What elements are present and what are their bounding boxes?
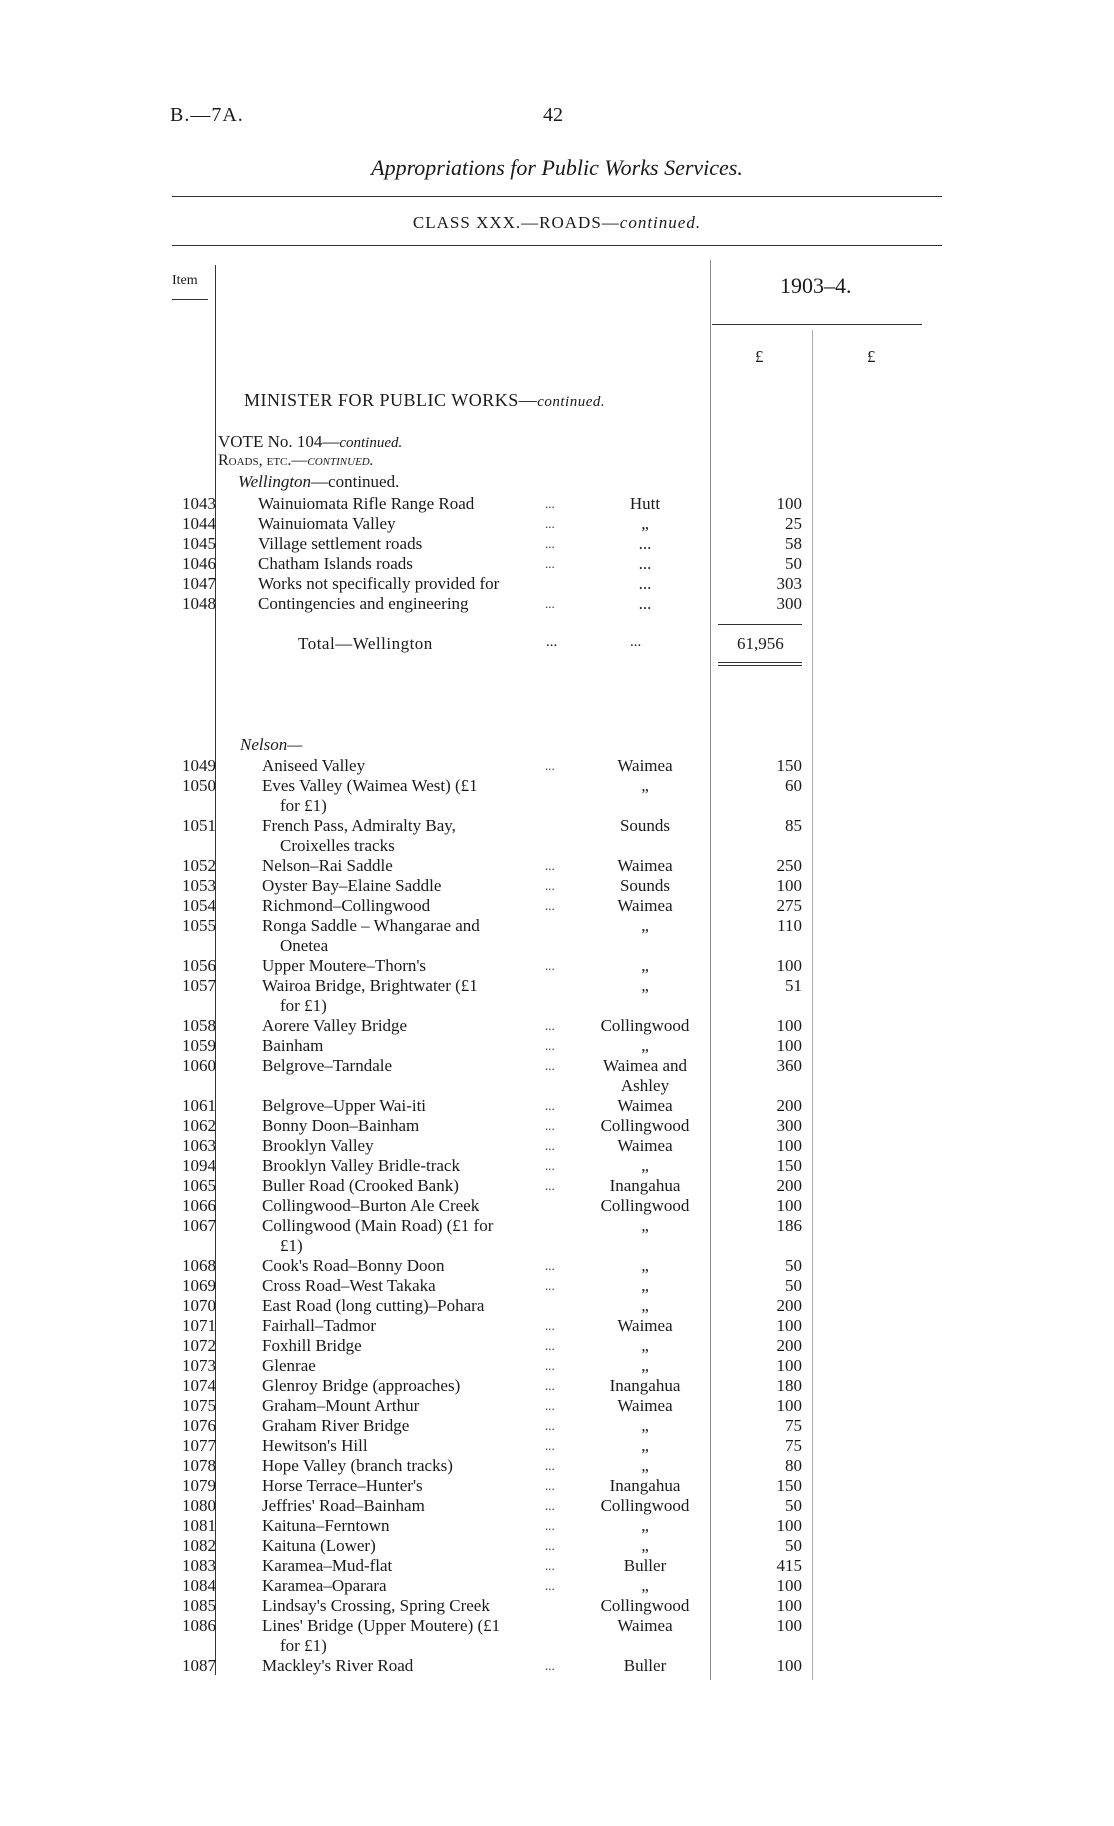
item-number: 1045: [182, 534, 216, 553]
district: „: [641, 1516, 649, 1535]
amount: 50: [785, 1276, 802, 1295]
district: „: [641, 1296, 649, 1315]
district: Waimea: [617, 896, 673, 915]
amount: 100: [776, 494, 802, 513]
district: Buller: [623, 1556, 667, 1575]
table-row: [0, 856, 1114, 876]
table-row: [0, 816, 1114, 855]
amount: 360: [776, 1056, 802, 1075]
leader-dots: ...: [545, 1338, 555, 1353]
amount: 75: [785, 1416, 802, 1435]
wellington-heading: Wellington—continued.: [238, 472, 400, 491]
leader-dots: ...: [545, 1378, 555, 1393]
district: Waimea: [617, 1396, 673, 1415]
year-column-header: 1903–4.: [780, 273, 852, 298]
total-double-rule: [718, 665, 802, 666]
roads-heading: Roads, etc.—continued.: [218, 452, 374, 469]
page-number: 42: [543, 104, 563, 126]
vote-heading: VOTE No. 104—continued.: [218, 432, 403, 451]
page-title: Appropriations for Public Works Services.: [371, 155, 743, 180]
total-double-rule: [718, 662, 802, 663]
item-number: 1051: [182, 816, 216, 835]
amount: 100: [776, 1656, 802, 1675]
table-row: [0, 1156, 1114, 1176]
work-name: Karamea–Mud-flat: [262, 1556, 393, 1575]
table-row: [0, 574, 1114, 594]
work-name: Ronga Saddle – Whangarae and: [262, 916, 480, 935]
table-row: [0, 1416, 1114, 1436]
leader-dots: ...: [545, 1358, 555, 1373]
leader-dots: ...: [545, 1158, 555, 1173]
work-name-continued: £1): [280, 1236, 303, 1255]
leader-dots: ...: [545, 1658, 555, 1673]
district: „: [641, 1156, 649, 1175]
work-name: Nelson–Rai Saddle: [262, 856, 393, 875]
table-row: [0, 1036, 1114, 1056]
table-row: [0, 594, 1114, 614]
item-number: 1075: [182, 1396, 216, 1415]
item-number: 1067: [182, 1216, 216, 1235]
work-name: Wainuiomata Rifle Range Road: [258, 494, 475, 513]
leader-dots: ...: [545, 516, 555, 531]
leader-dots: ...: [545, 1558, 555, 1573]
leader-dots: ...: [630, 634, 642, 650]
district: „: [641, 776, 649, 795]
leader-dots: ...: [545, 1038, 555, 1053]
amount: 50: [785, 1256, 802, 1275]
item-number: 1065: [182, 1176, 216, 1195]
leader-dots: ...: [545, 1478, 555, 1493]
amount: 200: [776, 1096, 802, 1115]
district: „: [641, 1456, 649, 1475]
item-number: 1074: [182, 1376, 216, 1395]
currency-symbol: £: [867, 347, 876, 366]
work-name: French Pass, Admiralty Bay,: [262, 816, 456, 835]
work-name: Karamea–Oparara: [262, 1576, 387, 1595]
amount: 100: [776, 1196, 802, 1215]
item-number: 1046: [182, 554, 216, 573]
district: „: [641, 1416, 649, 1435]
table-row: [0, 1376, 1114, 1396]
table-row: [0, 534, 1114, 554]
amount: 150: [776, 1156, 802, 1175]
item-number: 1082: [182, 1536, 216, 1555]
work-name: Belgrove–Upper Wai-iti: [262, 1096, 427, 1115]
item-number: 1069: [182, 1276, 216, 1295]
table-row: [0, 1176, 1114, 1196]
work-name: Cook's Road–Bonny Doon: [262, 1256, 445, 1275]
leader-dots: ...: [545, 1098, 555, 1113]
item-number: 1078: [182, 1456, 216, 1475]
currency-symbol: £: [755, 347, 764, 366]
item-column-header: Item: [172, 273, 198, 288]
amount: 150: [776, 756, 802, 775]
work-name-continued: Croixelles tracks: [280, 836, 395, 855]
amount: 100: [776, 1356, 802, 1375]
item-number: 1057: [182, 976, 216, 995]
work-name: Chatham Islands roads: [258, 554, 413, 573]
work-name: Brooklyn Valley: [262, 1136, 374, 1155]
table-row: [0, 1136, 1114, 1156]
item-number: 1083: [182, 1556, 216, 1575]
nelson-heading: Nelson—: [240, 735, 303, 754]
table-row: [0, 554, 1114, 574]
item-number: 1070: [182, 1296, 216, 1315]
amount: 110: [777, 916, 802, 935]
work-name: Kaituna–Ferntown: [262, 1516, 390, 1535]
leader-dots: ...: [545, 1278, 555, 1293]
work-name: Contingencies and engineering: [258, 594, 469, 613]
district: ...: [638, 554, 652, 573]
item-number: 1079: [182, 1476, 216, 1495]
item-number: 1094: [182, 1156, 216, 1175]
district: „: [641, 956, 649, 975]
amount: 180: [776, 1376, 802, 1395]
table-row: [0, 494, 1114, 514]
amount: 200: [776, 1176, 802, 1195]
item-number: 1062: [182, 1116, 216, 1135]
table-row: [0, 1476, 1114, 1496]
table-row: [0, 956, 1114, 976]
table-row: [0, 1296, 1114, 1316]
district: Collingwood: [600, 1016, 690, 1035]
item-number: 1058: [182, 1016, 216, 1035]
leader-dots: ...: [545, 496, 555, 511]
item-number: 1085: [182, 1596, 216, 1615]
item-number: 1050: [182, 776, 216, 795]
table-top-rule: [172, 245, 942, 246]
amount: 25: [785, 514, 802, 533]
district: Inangahua: [609, 1176, 681, 1195]
district: „: [641, 1576, 649, 1595]
table-row: [0, 1516, 1114, 1536]
amount: 50: [785, 1496, 802, 1515]
leader-dots: ...: [545, 1258, 555, 1273]
leader-dots: ...: [545, 1318, 555, 1333]
table-row: [0, 1216, 1114, 1255]
district: „: [641, 514, 649, 533]
work-name: Collingwood–Burton Ale Creek: [262, 1196, 480, 1215]
district: Hutt: [629, 494, 661, 513]
leader-dots: ...: [545, 536, 555, 551]
amount: 80: [785, 1456, 802, 1475]
work-name: Belgrove–Tarndale: [262, 1056, 393, 1075]
amount: 75: [785, 1436, 802, 1455]
district: ...: [638, 534, 652, 553]
amount: 100: [776, 1316, 802, 1335]
work-name: Graham River Bridge: [262, 1416, 410, 1435]
work-name: Bainham: [262, 1036, 324, 1055]
district: „: [641, 976, 649, 995]
work-name: Aorere Valley Bridge: [262, 1016, 408, 1035]
table-row: [0, 1656, 1114, 1676]
item-number: 1068: [182, 1256, 216, 1275]
work-name: East Road (long cutting)–Pohara: [262, 1296, 485, 1315]
leader-dots: ...: [545, 1438, 555, 1453]
district: Inangahua: [609, 1376, 681, 1395]
district: „: [641, 1536, 649, 1555]
district: Collingwood: [600, 1596, 690, 1615]
leader-dots: ...: [545, 556, 555, 571]
item-number: 1072: [182, 1336, 216, 1355]
item-number: 1076: [182, 1416, 216, 1435]
table-row: [0, 1616, 1114, 1655]
work-name-continued: for £1): [280, 1636, 327, 1655]
work-name: Buller Road (Crooked Bank): [262, 1176, 459, 1195]
item-number: 1059: [182, 1036, 216, 1055]
district: Waimea: [617, 1316, 673, 1335]
work-name-continued: for £1): [280, 796, 327, 815]
amount: 100: [776, 1596, 802, 1615]
work-name: Glenrae: [262, 1356, 316, 1375]
leader-dots: ...: [545, 1018, 555, 1033]
item-number: 1047: [182, 574, 216, 593]
leader-dots: ...: [545, 1578, 555, 1593]
table-row: [0, 1456, 1114, 1476]
table-row: [0, 1576, 1114, 1596]
section-heading: MINISTER FOR PUBLIC WORKS—continued.: [244, 390, 606, 410]
work-name: Collingwood (Main Road) (£1 for: [262, 1216, 494, 1235]
table-row: [0, 1396, 1114, 1416]
district: „: [641, 1336, 649, 1355]
leader-dots: ...: [545, 1398, 555, 1413]
work-name: Village settlement roads: [258, 534, 423, 553]
work-name: Jeffries' Road–Bainham: [262, 1496, 425, 1515]
table-row: [0, 756, 1114, 776]
work-name-continued: Onetea: [280, 936, 329, 955]
work-name-continued: for £1): [280, 996, 327, 1015]
amount: 100: [776, 956, 802, 975]
amount: 186: [776, 1216, 802, 1235]
item-number: 1084: [182, 1576, 216, 1595]
district: Sounds: [619, 816, 671, 835]
work-name: Brooklyn Valley Bridle-track: [262, 1156, 460, 1175]
item-number: 1052: [182, 856, 216, 875]
total-value: 61,956: [737, 634, 784, 653]
table-row: [0, 916, 1114, 955]
work-name: Kaituna (Lower): [262, 1536, 376, 1555]
table-row: [0, 1336, 1114, 1356]
district: „: [641, 1256, 649, 1275]
table-row: [0, 1116, 1114, 1136]
work-name: Cross Road–West Takaka: [262, 1276, 436, 1295]
amount: 100: [776, 1616, 802, 1635]
amount: 100: [776, 1136, 802, 1155]
table-row: [0, 876, 1114, 896]
item-number: 1080: [182, 1496, 216, 1515]
amount: 250: [776, 856, 802, 875]
work-name: Works not specifically provided for: [258, 574, 500, 593]
district: Collingwood: [600, 1196, 690, 1215]
leader-dots: ...: [546, 634, 558, 650]
item-number: 1087: [182, 1656, 216, 1675]
leader-dots: ...: [545, 858, 555, 873]
item-number: 1049: [182, 756, 216, 775]
amount: 100: [776, 1516, 802, 1535]
item-number: 1063: [182, 1136, 216, 1155]
leader-dots: ...: [545, 1138, 555, 1153]
work-name: Eves Valley (Waimea West) (£1: [262, 776, 478, 795]
item-number: 1086: [182, 1616, 216, 1635]
work-name: Mackley's River Road: [262, 1656, 414, 1675]
district: Waimea: [617, 1136, 673, 1155]
leader-dots: ...: [545, 1538, 555, 1553]
work-name: Richmond–Collingwood: [262, 896, 431, 915]
district: Buller: [623, 1656, 667, 1675]
amount: 60: [785, 776, 802, 795]
item-number: 1071: [182, 1316, 216, 1335]
leader-dots: ...: [545, 1178, 555, 1193]
work-name: Oyster Bay–Elaine Saddle: [262, 876, 442, 895]
work-name: Graham–Mount Arthur: [262, 1396, 420, 1415]
leader-dots: ...: [545, 1118, 555, 1133]
work-name: Hope Valley (branch tracks): [262, 1456, 453, 1475]
total-rule: [718, 624, 802, 625]
work-name: Horse Terrace–Hunter's: [262, 1476, 423, 1495]
table-row: [0, 1436, 1114, 1456]
item-number: 1055: [182, 916, 216, 935]
district: ...: [638, 594, 652, 613]
leader-dots: ...: [545, 1498, 555, 1513]
work-name: Foxhill Bridge: [262, 1336, 362, 1355]
district: „: [641, 916, 649, 935]
amount: 415: [776, 1556, 802, 1575]
table-row: [0, 896, 1114, 916]
district: ...: [638, 574, 652, 593]
table-row: [0, 1196, 1114, 1216]
item-number: 1077: [182, 1436, 216, 1455]
year-header-rule: [712, 324, 922, 325]
amount: 303: [776, 574, 802, 593]
item-number: 1053: [182, 876, 216, 895]
amount: 50: [785, 554, 802, 573]
leader-dots: ...: [545, 1418, 555, 1433]
district: „: [641, 1436, 649, 1455]
leader-dots: ...: [545, 898, 555, 913]
leader-dots: ...: [545, 1458, 555, 1473]
table-row: [0, 1356, 1114, 1376]
work-name: Lindsay's Crossing, Spring Creek: [262, 1596, 490, 1615]
table-row: [0, 1536, 1114, 1556]
table-row: [0, 514, 1114, 534]
table-row: [0, 1316, 1114, 1336]
leader-dots: ...: [545, 596, 555, 611]
district: Collingwood: [600, 1496, 690, 1515]
work-name: Wainuiomata Valley: [258, 514, 396, 533]
leader-dots: ...: [545, 878, 555, 893]
title-rule: [172, 196, 942, 197]
amount: 100: [776, 1036, 802, 1055]
total-label: Total—Wellington: [298, 634, 433, 653]
district-continued: Ashley: [620, 1076, 670, 1095]
district: „: [641, 1036, 649, 1055]
work-name: Glenroy Bridge (approaches): [262, 1376, 461, 1395]
item-number: 1054: [182, 896, 216, 915]
item-number: 1056: [182, 956, 216, 975]
amount: 200: [776, 1336, 802, 1355]
item-number: 1061: [182, 1096, 216, 1115]
table-row: [0, 1256, 1114, 1276]
table-row: [0, 1496, 1114, 1516]
table-row: [0, 976, 1114, 1015]
amount: 58: [785, 534, 802, 553]
amount: 100: [776, 1016, 802, 1035]
district: Waimea: [617, 756, 673, 775]
table-row: [0, 1016, 1114, 1036]
leader-dots: ...: [545, 958, 555, 973]
document-reference: B.—7A.: [170, 104, 244, 126]
amount: 50: [785, 1536, 802, 1555]
table-row: [0, 1276, 1114, 1296]
table-row: [0, 1056, 1114, 1095]
amount: 100: [776, 1396, 802, 1415]
work-name: Hewitson's Hill: [262, 1436, 368, 1455]
table-row: [0, 1596, 1114, 1616]
table-row: [0, 1556, 1114, 1576]
amount: 150: [776, 1476, 802, 1495]
amount: 275: [776, 896, 802, 915]
item-number: 1073: [182, 1356, 216, 1375]
work-name: Upper Moutere–Thorn's: [262, 956, 427, 975]
district: Inangahua: [609, 1476, 681, 1495]
leader-dots: ...: [545, 1058, 555, 1073]
work-name: Lines' Bridge (Upper Moutere) (£1: [262, 1616, 501, 1635]
district: Waimea: [617, 856, 673, 875]
work-name: Fairhall–Tadmor: [262, 1316, 377, 1335]
amount: 85: [785, 816, 802, 835]
table-row: [0, 776, 1114, 815]
district: „: [641, 1276, 649, 1295]
item-number: 1048: [182, 594, 216, 613]
district: „: [641, 1356, 649, 1375]
item-number: 1081: [182, 1516, 216, 1535]
item-header-rule: [172, 299, 208, 300]
district: Waimea and: [602, 1056, 688, 1075]
item-number: 1066: [182, 1196, 216, 1215]
amount: 100: [776, 876, 802, 895]
amount: 300: [776, 594, 802, 613]
district: Waimea: [617, 1616, 673, 1635]
district: Collingwood: [600, 1116, 690, 1135]
item-number: 1060: [182, 1056, 216, 1075]
amount: 300: [776, 1116, 802, 1135]
item-number: 1044: [182, 514, 216, 533]
leader-dots: ...: [545, 1518, 555, 1533]
leader-dots: ...: [545, 758, 555, 773]
district: Waimea: [617, 1096, 673, 1115]
district: „: [641, 1216, 649, 1235]
work-name: Wairoa Bridge, Brightwater (£1: [262, 976, 478, 995]
amount: 200: [776, 1296, 802, 1315]
class-heading: CLASS XXX.—ROADS—continued.: [412, 213, 702, 232]
amount: 100: [776, 1576, 802, 1595]
table-row: [0, 1096, 1114, 1116]
amount: 51: [785, 976, 802, 995]
work-name: Bonny Doon–Bainham: [262, 1116, 420, 1135]
work-name: Aniseed Valley: [262, 756, 366, 775]
district: Sounds: [619, 876, 671, 895]
item-number: 1043: [182, 494, 216, 513]
